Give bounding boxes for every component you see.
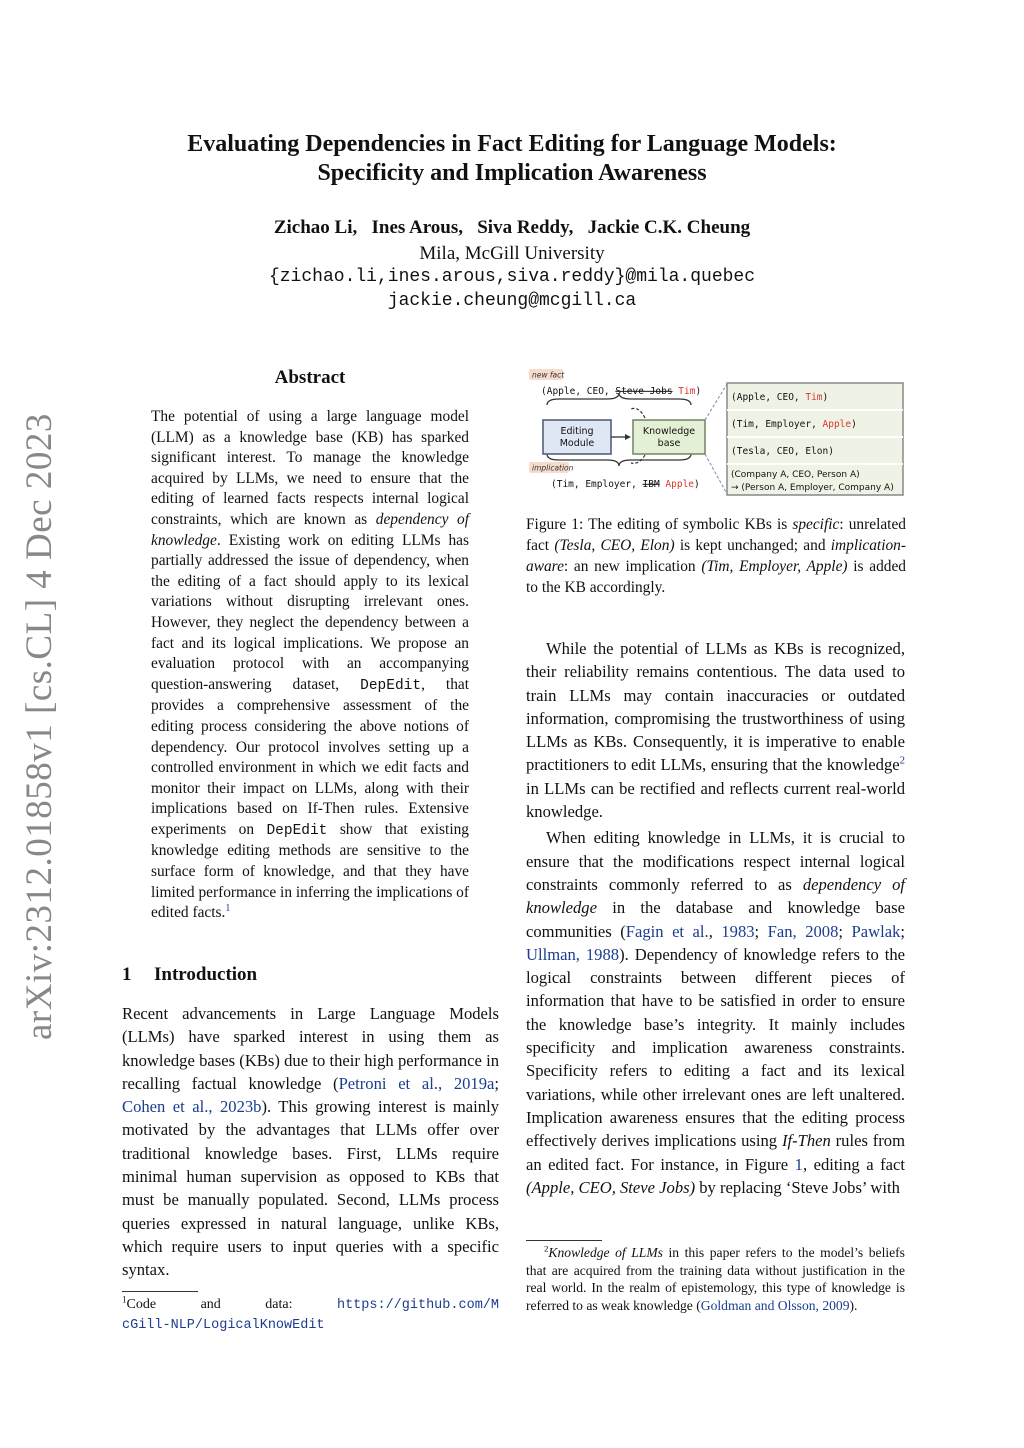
caption-tim-fact: (Tim, Employer, Apple) <box>701 558 848 575</box>
caption-text-5: is added to the KB accordingly. <box>526 558 906 596</box>
knowledge-base-label-1: Knowledge <box>642 426 696 437</box>
implication-new-object: Apple <box>665 479 695 490</box>
new-fact-label: new fact <box>532 370 565 380</box>
abstract-body <box>151 407 469 924</box>
caption-text-1: Figure 1: The editing of symbolic KBs is <box>526 516 793 533</box>
dataset-name: DepEdit <box>360 677 422 694</box>
if-then-term: If-Then <box>781 1131 831 1151</box>
footnote-2-term: Knowledge of LLMs <box>548 1245 663 1260</box>
email-line-1: {zichao.li,ines.arous,siva.reddy}@mila.quebec <box>268 267 756 287</box>
footnote-ref-2[interactable]: 2 <box>899 754 905 767</box>
arrow-head-kb <box>625 434 631 440</box>
abstract-text-1: The potential of using a large language model (LLM) as a knowledge base (KB) has sparked significant interest. To manage the knowledge acquired by LLMs, we need to ensure that the editing of learned facts respects internal logical constraints, which are known as <box>151 408 469 528</box>
citation-petroni[interactable]: Petroni et al., 2019a <box>338 1073 495 1093</box>
citation-ullman[interactable]: Ullman, 1988 <box>526 944 620 964</box>
footnote-ref-1[interactable]: 1 <box>225 903 231 915</box>
section-heading-introduction <box>122 964 257 986</box>
footnote-2-mark: 2 <box>544 1243 549 1254</box>
kb-row-2: (Tim, Employer, Apple) <box>731 419 857 430</box>
connector-top <box>705 384 727 420</box>
footnote-2-end: ). <box>849 1297 858 1313</box>
dependency-text-2: in the database and knowledge base communities ( <box>526 898 905 941</box>
affiliation: Mila, McGill University <box>419 243 605 264</box>
caption-tesla-fact: (Tesla, CEO, Elon) <box>554 537 675 554</box>
reliability-text-1: While the potential of LLMs as KBs is recognized, their reliability remains contentious. The data used to train LLMs may contain inaccuracies or outdated information, compromising the trustworthiness of using LLMs as KBs. Consequently, it is imperative to enable practitioners to edit LLMs, ensuring that the knowledge <box>526 639 905 775</box>
email-line-2: jackie.cheung@mcgill.ca <box>387 291 637 311</box>
dependency-text-6: by replacing ‘Steve Jobs’ with <box>695 1177 900 1197</box>
reliability-text-2: in LLMs can be rectified and reflects current real-world knowledge. <box>526 778 905 822</box>
new-fact-triple: (Apple, CEO, Steve Jobs Tim) <box>541 386 702 397</box>
abstract-text-3: , that provides a comprehensive assessment of the editing process considering the above notions of dependency. Our protocol involves setting up a controlled environment in which we edit facts and monitor their impact on LLMs, along with their implications based on If-Then rules. Extensive experiments on <box>151 675 469 838</box>
footnote-1 <box>122 1295 499 1335</box>
footnote-2 <box>526 1244 905 1314</box>
figure-1-caption <box>526 514 906 598</box>
footnote-1-label: Code and data: <box>126 1297 337 1312</box>
editing-module-label-2: Module <box>559 438 595 449</box>
dependency-text-1: When editing knowledge in LLMs, it is crucial to ensure that the modifications respect internal logical constraints commonly referred to as <box>526 828 905 894</box>
citation-fan[interactable]: Fan, 2008 <box>767 921 839 941</box>
citation-cohen[interactable]: Cohen et al., 2023b <box>122 1097 262 1117</box>
new-fact-old-object: Steve Jobs <box>615 386 673 397</box>
figure-1-diagram <box>527 368 905 498</box>
dataset-name-2: DepEdit <box>266 822 328 839</box>
caption-implication-aware: implication-aware <box>526 537 906 575</box>
footnote-1-mark: 1 <box>122 1294 127 1305</box>
intro-text-2: ). This growing interest is mainly motivated by the advantages that LLMs offer over traditional knowledge bases. First, LLMs require minimal human supervision as opposed to KBs that must be manually populated. Second, LLMs process queries expressed in natural language, unlike KBs, which require users to input queries with a specific syntax. <box>122 1097 499 1280</box>
abstract-text-2: . Existing work on editing LLMs has partially addressed the issue of dependency, when the editing of a fact should apply to its lexical variations without disrupting irrelevant ones. However, they neglect the dependency between a fact and its logical implications. We propose an evaluation protocol with an accompanying question-answering dataset, <box>151 531 469 693</box>
paragraph-dependency: When editing knowledge in LLMs, it is crucial to ensure that the modifications respect internal logical constraints commonly referred to as dependency of knowledge in the database and knowledge base communities (Fagin et al., 1983; Fan, 2008; Pawlak; Ullman, 1988). Dependency of knowledge refers to the logical constraints between different pieces of information that have to be satisfied in order to ensure the knowledge base’s integrity. It mainly includes specificity and implication awareness constraints. Specificity refers to editing a fact and its lexical variations, while other irrelevant ones are left unaltered. Implication awareness ensures that the editing process effectively derives implications using If-Then rules from an edited fact. For instance, in Figure 1, editing a fact (Apple, CEO, Steve Jobs) by replacing ‘Steve Jobs’ with <box>526 828 905 1197</box>
intro-text-1: Recent advancements in Large Language Models (LLMs) have sparked interest in using them as knowledge bases (KBs) due to their high performance in recalling factual knowledge ( <box>122 1004 499 1093</box>
implication-label: implication <box>532 463 574 473</box>
dependency-text-5: , editing a fact <box>802 1154 905 1174</box>
dependency-text-4: rules from an edited fact. For instance, in Figure <box>526 1131 905 1174</box>
kb-row-1: (Apple, CEO, Tim) <box>731 392 829 403</box>
paragraph-reliability <box>526 637 905 823</box>
citation-separator: ; <box>494 1073 499 1093</box>
title-line-1: Evaluating Dependencies in Fact Editing for Language Models: <box>187 131 837 157</box>
dependency-term: dependency of knowledge <box>526 874 905 918</box>
dashed-arrow-top <box>631 408 645 418</box>
abstract-text-4: show that existing knowledge editing methods are sensitive to the surface form of knowledge, and that they have limited performance in inferring the implications of edited facts. <box>151 820 469 922</box>
kb-rule-line-1: (Company A, CEO, Person A) <box>731 470 860 480</box>
paper-title <box>130 130 894 188</box>
title-line-2: Specificity and Implication Awareness <box>317 160 707 186</box>
footnote-rule-left <box>122 1291 198 1292</box>
implication-triple: (Tim, Employer, IBM Apple) <box>551 479 700 490</box>
editing-module-label-1: Editing <box>560 426 594 437</box>
authors: Zichao Li, Ines Arous, Siva Reddy, Jackie C.K. Cheung <box>273 217 751 238</box>
citation-goldman[interactable]: Goldman and Olsson, 2009 <box>700 1297 850 1313</box>
section-title: Introduction <box>154 964 258 985</box>
footnote-2-text: in this paper refers to the model’s beliefs that are acquired from the training data without justification in the real world. In the realm of epistemology, this type of knowledge is referred to as weak knowledge ( <box>526 1245 905 1313</box>
code-repository-link[interactable]: https://github.com/McGill-NLP/LogicalKnowEdit <box>122 1298 499 1333</box>
caption-specific: specific <box>792 516 840 533</box>
caption-text-4: : an new implication <box>563 558 702 575</box>
knowledge-base-label-2: base <box>657 438 681 449</box>
right-column-body <box>526 637 905 1199</box>
abstract-dependency-term: dependency of knowledge <box>151 510 469 549</box>
citation-fagin[interactable]: Fagin et al. <box>625 921 709 941</box>
example-fact: (Apple, CEO, Steve Jobs) <box>526 1177 696 1197</box>
footnote-rule-right <box>526 1240 602 1241</box>
caption-text-2: : unrelated fact <box>526 516 906 554</box>
kb-rule-line-2: → (Person A, Employer, Company A) <box>731 483 894 493</box>
dependency-text-3: ). Dependency of knowledge refers to the logical constraints between different pieces of information that have to be satisfied in order to ensure the knowledge base’s integrity. It mainly includes specificity and implication awareness constraints. Specificity refers to editing a fact and its lexical variations, while other irrelevant ones are left unaltered. Implication awareness ensures that the editing process effectively derives implications using <box>526 944 905 1151</box>
connector-bottom <box>705 454 727 494</box>
arxiv-identifier: arXiv:2312.01858v1 [cs.CL] 4 Dec 2023 <box>19 413 60 1040</box>
figure-1 <box>527 368 905 498</box>
new-fact-new-object: Tim <box>678 386 696 397</box>
dashed-arrow-bottom <box>631 455 645 463</box>
caption-text-3: is kept unchanged; and <box>674 537 831 554</box>
figure-reference[interactable]: 1 <box>794 1154 803 1174</box>
citation-pawlak[interactable]: Pawlak <box>851 921 901 941</box>
implication-old-object: IBM <box>642 479 660 490</box>
introduction-paragraph <box>122 1002 499 1282</box>
kb-row-3: (Tesla, CEO, Elon) <box>731 446 834 457</box>
citation-fagin-year[interactable]: 1983 <box>721 921 755 941</box>
section-number: 1 <box>122 964 132 985</box>
abstract-heading: Abstract <box>274 367 346 388</box>
